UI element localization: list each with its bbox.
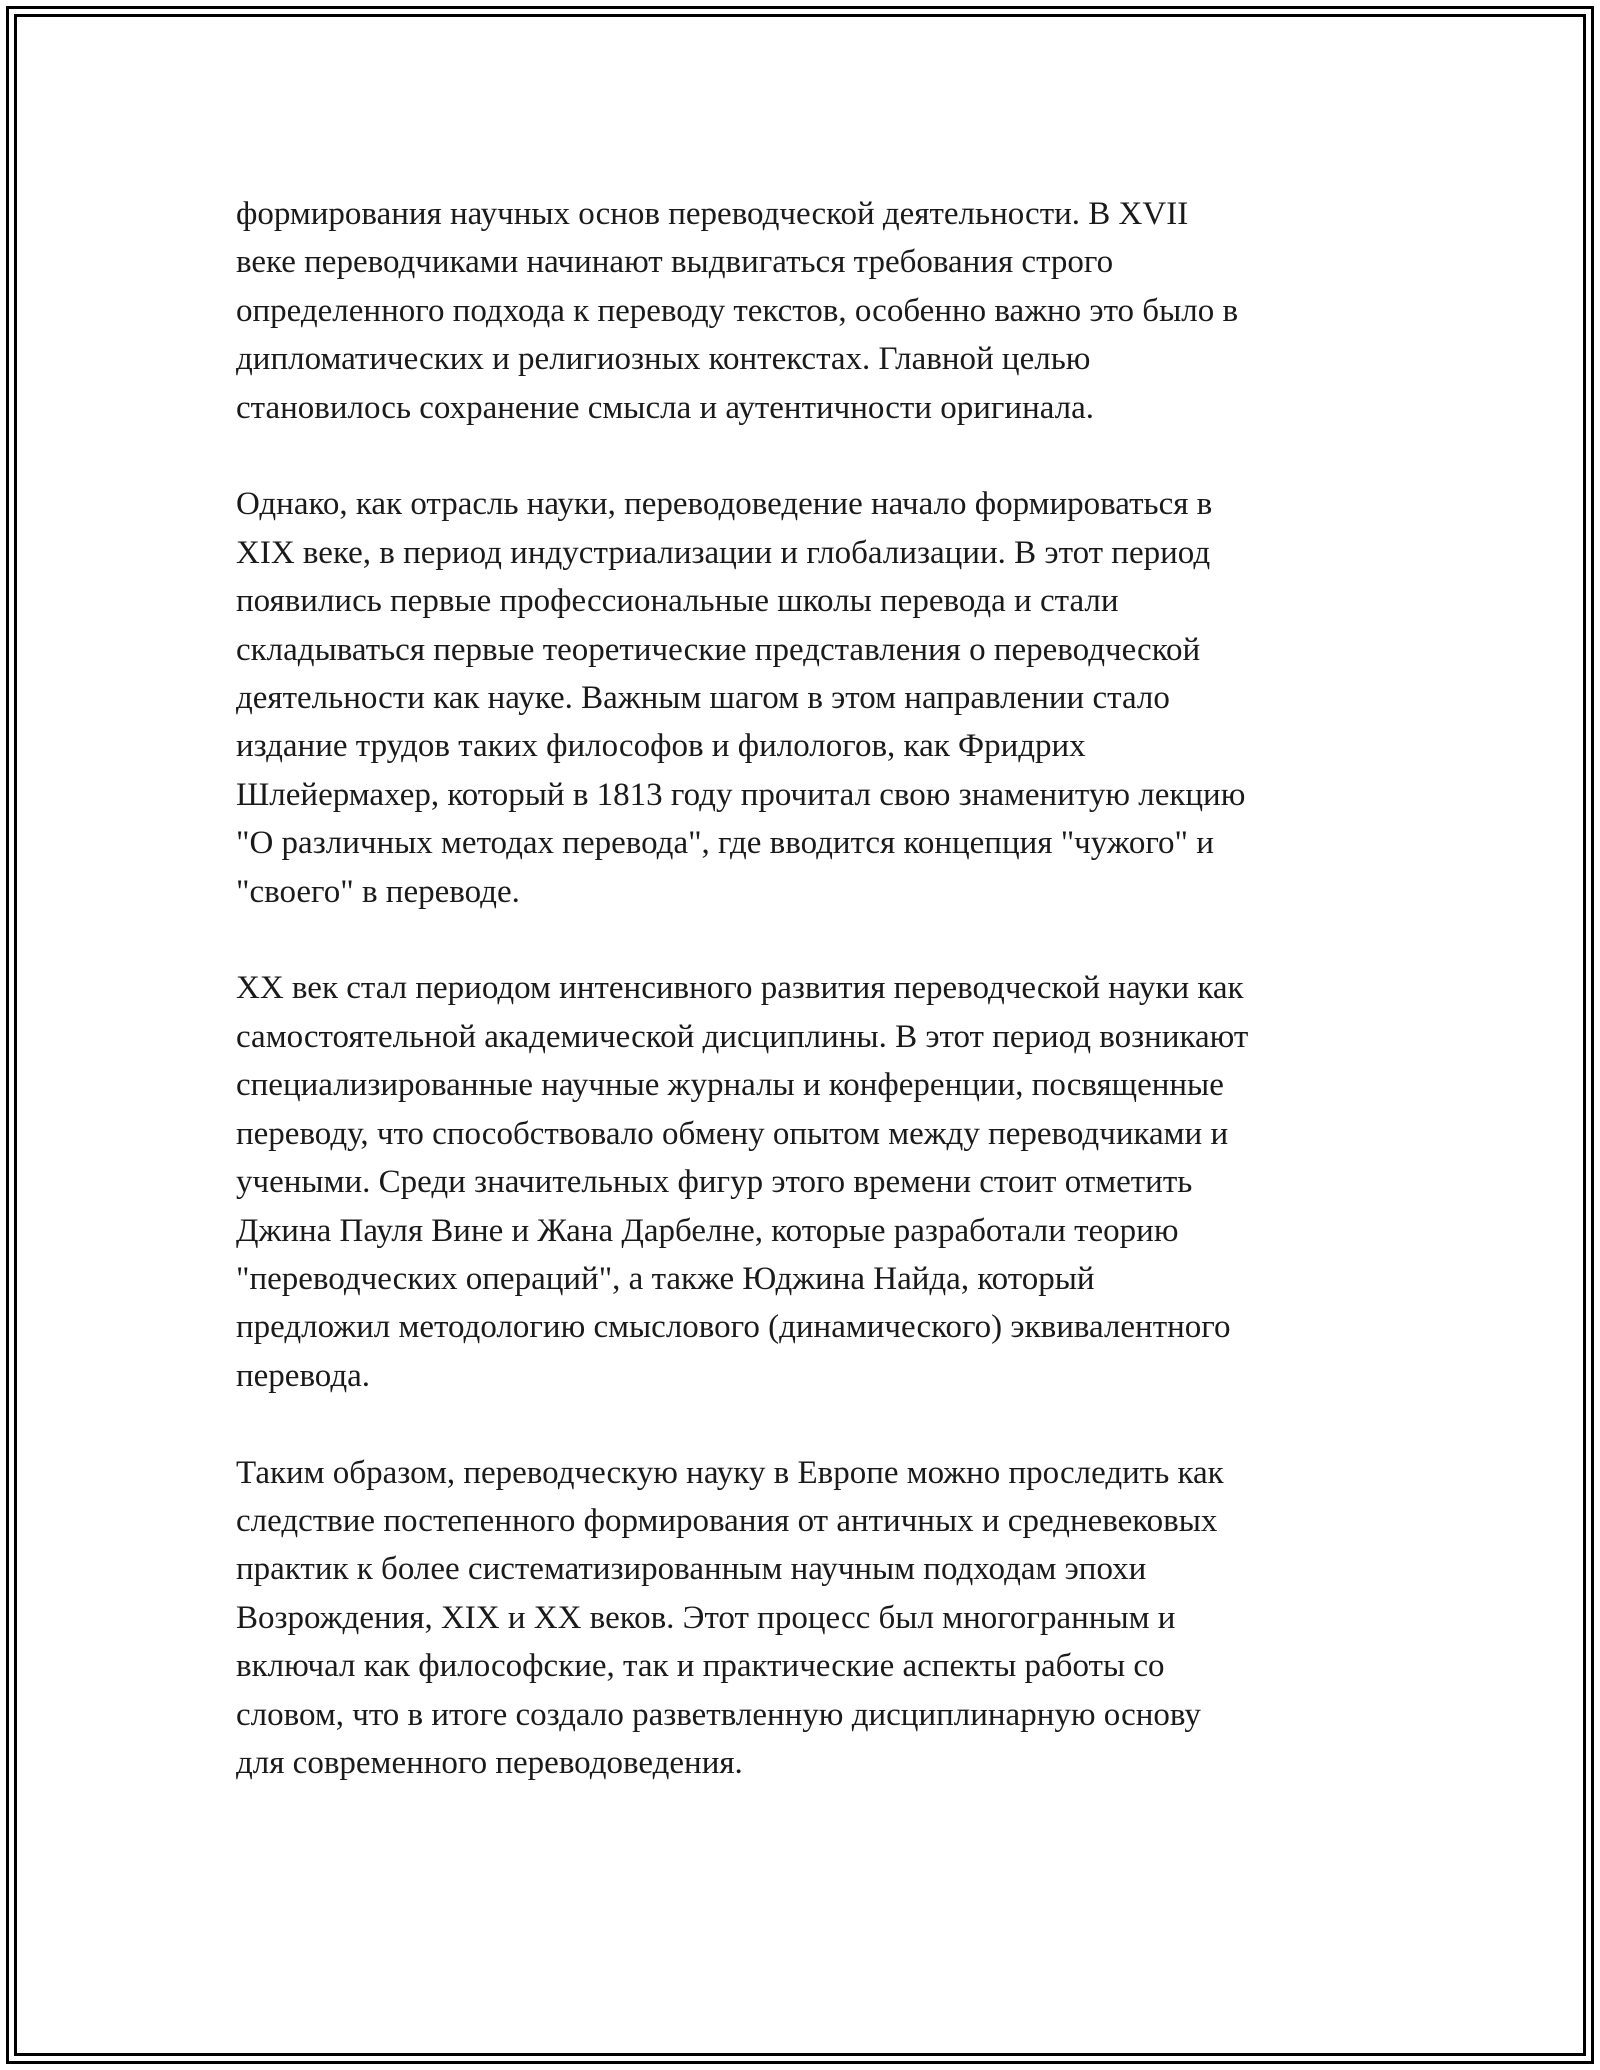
paragraph-17th-century: формирования научных основ переводческой деятельности. В XVII веке переводчиками начинают выдвигаться требования строго определенного подхода к переводу текстов, особенно важно это было в дипломатических и религиозных контекстах. Главной целью становилось сохранение смысла и аутентичности оригинала. [236, 196, 1239, 426]
paragraph-20th-century: XX век стал периодом интенсивного развития переводческой науки как самостоятельной академической дисциплины. В этот период возникают специализированные научные журналы и конференции, посвященные переводу, что способствовало обмену опытом между переводчиками и учеными. Среди значительных фигур этого времени стоит отметить Джина Пауля Вине и Жана Дарбелне, которые разработали теорию "переводческих операций", а также Юджина Найда, который предложил методологию смыслового (динамического) эквивалентного перевода. [236, 970, 1249, 1394]
document-body [236, 190, 1386, 1787]
paragraph-conclusion: Таким образом, переводческую науку в Европе можно проследить как следствие постепенного формирования от античных и средневековых практик к более систематизированным научным подходам эпохи Возрождения, XIX и XX веков. Этот процесс был многогранным и включал как философские, так и практические аспекты работы со словом, что в итоге создало разветвленную дисциплинарную основу для современного переводоведения. [236, 1454, 1224, 1781]
paragraph-19th-century: Однако, как отрасль науки, переводоведение начало формироваться в XIX веке, в период индустриализации и глобализации. В этот период появились первые профессиональные школы перевода и стали складываться первые теоретические представления о переводческой деятельности как науке. Важным шагом в этом направлении стало издание трудов таких философов и филологов, как Фридрих Шлейермахер, который в 1813 году прочитал свою знаменитую лекцию "О различных методах перевода", где вводится концепция "чужого" и "своего" в переводе. [236, 486, 1246, 910]
